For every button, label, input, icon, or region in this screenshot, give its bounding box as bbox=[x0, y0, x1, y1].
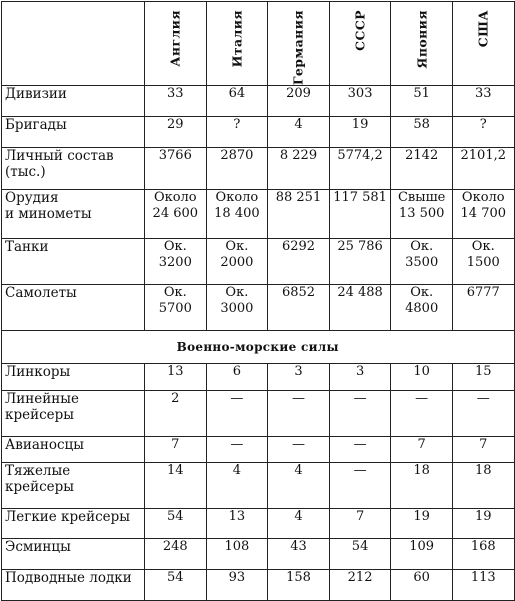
value-cell: 2101,2 bbox=[452, 148, 514, 190]
row-label: Личный состав (тыс.) bbox=[2, 148, 145, 190]
table-row bbox=[2, 509, 515, 539]
value-cell: 109 bbox=[391, 539, 453, 570]
country-label: Италия bbox=[229, 10, 245, 68]
country-label: Англия bbox=[167, 10, 183, 67]
value-cell: — bbox=[268, 437, 330, 463]
value-cell: — bbox=[329, 391, 391, 437]
section-row bbox=[2, 331, 515, 364]
value-cell: 43 bbox=[268, 539, 330, 570]
row-label: Линкоры bbox=[2, 364, 145, 391]
value-cell: 6292 bbox=[268, 239, 330, 285]
value-cell: 10 bbox=[391, 364, 453, 391]
value-cell: 18 bbox=[452, 463, 514, 509]
header-country-usa bbox=[452, 2, 514, 86]
country-label: СССР bbox=[352, 10, 368, 51]
row-label: Авианосцы bbox=[2, 437, 145, 463]
value-cell: 113 bbox=[452, 570, 514, 601]
value-cell: 19 bbox=[391, 509, 453, 539]
value-cell: 15 bbox=[452, 364, 514, 391]
value-cell: 6777 bbox=[452, 285, 514, 331]
value-cell: Около 24 600 bbox=[145, 190, 207, 239]
header-row bbox=[2, 2, 515, 86]
value-cell: 18 bbox=[391, 463, 453, 509]
row-label: Эсминцы bbox=[2, 539, 145, 570]
value-cell: 3 bbox=[329, 364, 391, 391]
value-cell: Около 18 400 bbox=[206, 190, 268, 239]
country-label: Япония bbox=[414, 10, 430, 69]
value-cell: 54 bbox=[145, 570, 207, 601]
value-cell: Ок. 1500 bbox=[452, 239, 514, 285]
row-label: Легкие крейсеры bbox=[2, 509, 145, 539]
value-cell: Ок. 4800 bbox=[391, 285, 453, 331]
value-cell: 29 bbox=[145, 117, 207, 148]
value-cell: 13 bbox=[145, 364, 207, 391]
value-cell: — bbox=[391, 391, 453, 437]
value-cell: 51 bbox=[391, 86, 453, 117]
value-cell: 13 bbox=[206, 509, 268, 539]
value-cell: 158 bbox=[268, 570, 330, 601]
table-row bbox=[2, 86, 515, 117]
value-cell: 7 bbox=[452, 437, 514, 463]
row-label: Подводные лодки bbox=[2, 570, 145, 601]
value-cell: Ок. 2000 bbox=[206, 239, 268, 285]
value-cell: — bbox=[206, 391, 268, 437]
value-cell: 4 bbox=[206, 463, 268, 509]
table-row bbox=[2, 463, 515, 509]
header-country-japan bbox=[391, 2, 453, 86]
table-row bbox=[2, 239, 515, 285]
value-cell: 33 bbox=[452, 86, 514, 117]
table-row bbox=[2, 117, 515, 148]
table-row bbox=[2, 539, 515, 570]
value-cell: 7 bbox=[329, 509, 391, 539]
value-cell: 58 bbox=[391, 117, 453, 148]
row-label: Бригады bbox=[2, 117, 145, 148]
value-cell: — bbox=[329, 463, 391, 509]
value-cell: 88 251 bbox=[268, 190, 330, 239]
value-cell: 7 bbox=[391, 437, 453, 463]
value-cell: Ок. 3200 bbox=[145, 239, 207, 285]
value-cell: 25 786 bbox=[329, 239, 391, 285]
value-cell: 2870 bbox=[206, 148, 268, 190]
value-cell: — bbox=[206, 437, 268, 463]
table-row bbox=[2, 364, 515, 391]
section-title: Военно-морские силы bbox=[2, 331, 515, 364]
value-cell: 64 bbox=[206, 86, 268, 117]
value-cell: 4 bbox=[268, 117, 330, 148]
value-cell: 248 bbox=[145, 539, 207, 570]
table-row bbox=[2, 437, 515, 463]
value-cell: 117 581 bbox=[329, 190, 391, 239]
value-cell: 3766 bbox=[145, 148, 207, 190]
header-country-england bbox=[145, 2, 207, 86]
table-row bbox=[2, 391, 515, 437]
header-country-ussr bbox=[329, 2, 391, 86]
value-cell: Ок. 5700 bbox=[145, 285, 207, 331]
value-cell: 303 bbox=[329, 86, 391, 117]
row-label: Орудия и минометы bbox=[2, 190, 145, 239]
value-cell: — bbox=[452, 391, 514, 437]
value-cell: — bbox=[329, 437, 391, 463]
row-label: Дивизии bbox=[2, 86, 145, 117]
value-cell: 2142 bbox=[391, 148, 453, 190]
value-cell: 3 bbox=[268, 364, 330, 391]
value-cell: 4 bbox=[268, 463, 330, 509]
country-label: Германия bbox=[290, 10, 306, 86]
value-cell: 5774,2 bbox=[329, 148, 391, 190]
value-cell: 6 bbox=[206, 364, 268, 391]
country-label: США bbox=[475, 10, 491, 48]
value-cell: 2 bbox=[145, 391, 207, 437]
value-cell: 168 bbox=[452, 539, 514, 570]
value-cell: 7 bbox=[145, 437, 207, 463]
header-country-italy bbox=[206, 2, 268, 86]
row-label: Линейные крейсеры bbox=[2, 391, 145, 437]
value-cell: 54 bbox=[145, 509, 207, 539]
value-cell: ? bbox=[206, 117, 268, 148]
value-cell: 4 bbox=[268, 509, 330, 539]
row-label: Танки bbox=[2, 239, 145, 285]
value-cell: 60 bbox=[391, 570, 453, 601]
value-cell: Свыше 13 500 bbox=[391, 190, 453, 239]
value-cell: ? bbox=[452, 117, 514, 148]
header-country-germany bbox=[268, 2, 330, 86]
value-cell: 24 488 bbox=[329, 285, 391, 331]
value-cell: 19 bbox=[452, 509, 514, 539]
row-label: Тяжелые крейсеры bbox=[2, 463, 145, 509]
value-cell: Около 14 700 bbox=[452, 190, 514, 239]
value-cell: 209 bbox=[268, 86, 330, 117]
header-corner-cell bbox=[2, 2, 145, 86]
value-cell: Ок. 3500 bbox=[391, 239, 453, 285]
value-cell: 33 bbox=[145, 86, 207, 117]
table-row bbox=[2, 570, 515, 601]
value-cell: 19 bbox=[329, 117, 391, 148]
row-label: Самолеты bbox=[2, 285, 145, 331]
table-row bbox=[2, 148, 515, 190]
value-cell: 6852 bbox=[268, 285, 330, 331]
forces-table bbox=[1, 1, 515, 601]
value-cell: 212 bbox=[329, 570, 391, 601]
value-cell: 8 229 bbox=[268, 148, 330, 190]
value-cell: — bbox=[268, 391, 330, 437]
value-cell: 108 bbox=[206, 539, 268, 570]
value-cell: 14 bbox=[145, 463, 207, 509]
table-row bbox=[2, 190, 515, 239]
table-row bbox=[2, 285, 515, 331]
value-cell: Ок. 3000 bbox=[206, 285, 268, 331]
value-cell: 54 bbox=[329, 539, 391, 570]
value-cell: 93 bbox=[206, 570, 268, 601]
